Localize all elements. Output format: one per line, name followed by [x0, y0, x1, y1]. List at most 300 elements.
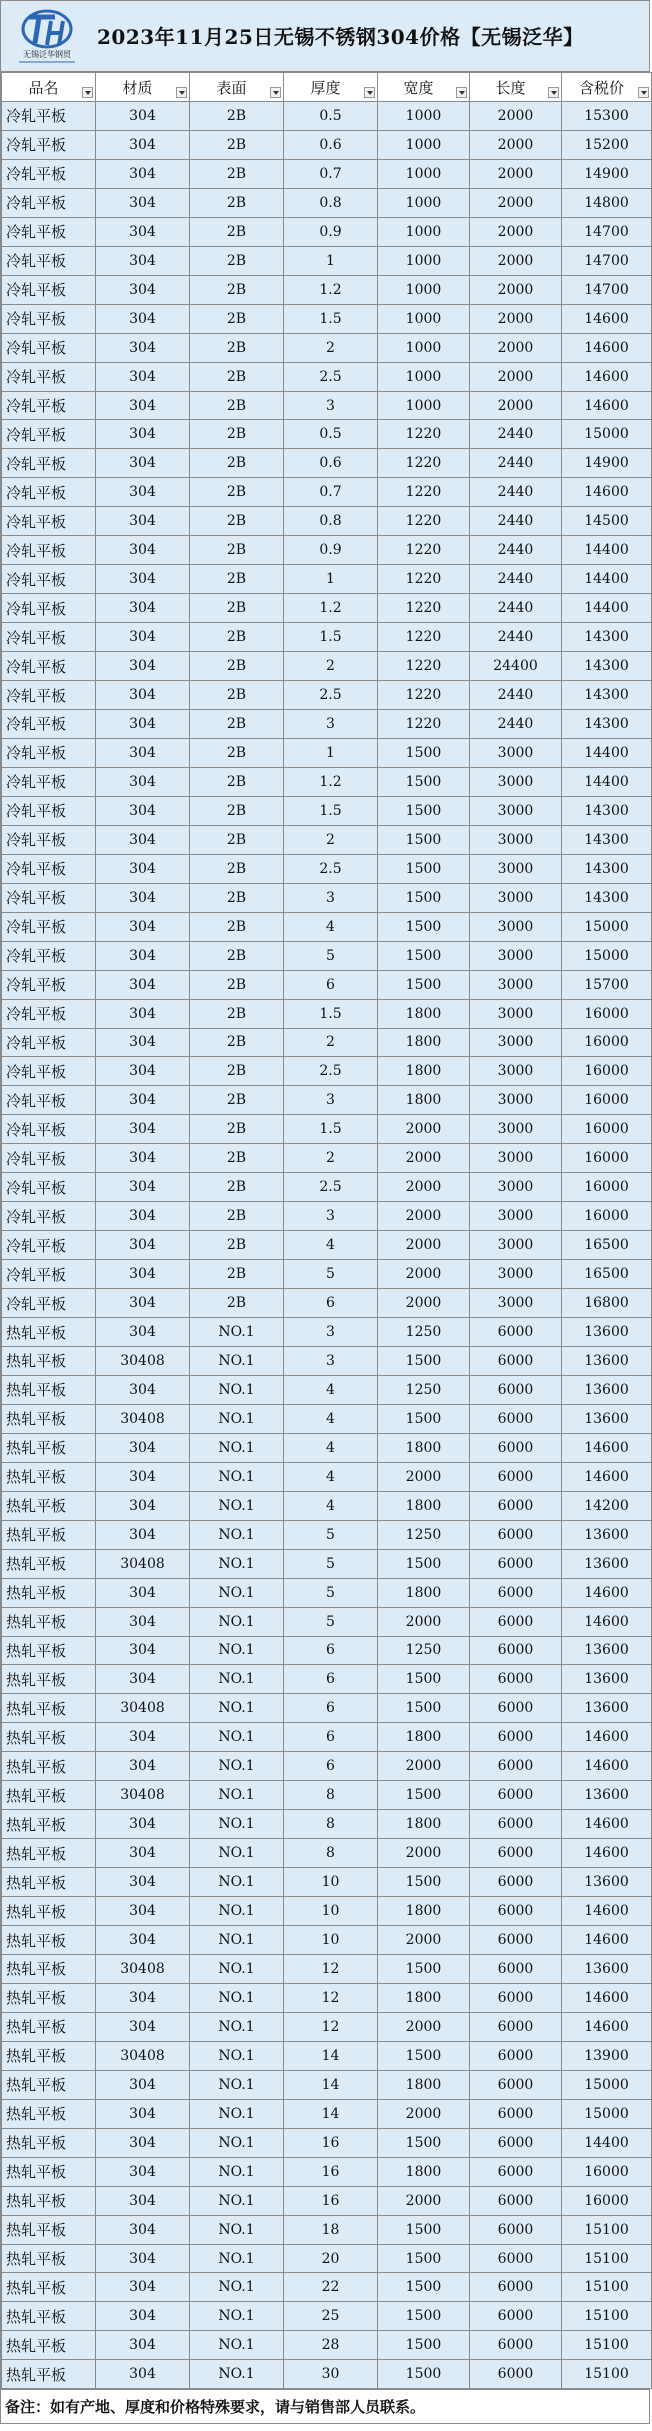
table-cell: 1220: [378, 507, 470, 536]
table-cell: NO.1: [190, 1375, 284, 1404]
table-cell: 冷轧平板: [2, 681, 96, 710]
table-cell: NO.1: [190, 1955, 284, 1984]
table-cell: 6000: [470, 1520, 562, 1549]
table-cell: 14: [284, 2070, 378, 2099]
filter-dropdown-icon[interactable]: [82, 87, 93, 98]
table-row: [2, 652, 652, 681]
table-cell: 2B: [190, 1173, 284, 1202]
table-row: [2, 2273, 652, 2302]
page-title: 2023年11月25日无锡不锈钢304价格【无锡泛华】: [97, 25, 584, 49]
table-cell: 16800: [562, 1289, 652, 1318]
table-cell: 5: [284, 1549, 378, 1578]
column-header: [378, 73, 470, 102]
table-row: [2, 1462, 652, 1491]
table-cell: 1800: [378, 2070, 470, 2099]
table-cell: 3000: [470, 1260, 562, 1289]
table-cell: 14300: [562, 710, 652, 739]
table-cell: 冷轧平板: [2, 333, 96, 362]
table-cell: 2000: [378, 2012, 470, 2041]
table-cell: 2B: [190, 652, 284, 681]
table-cell: 14600: [562, 391, 652, 420]
table-cell: 1800: [378, 999, 470, 1028]
table-body: [2, 102, 652, 2389]
table-cell: NO.1: [190, 2128, 284, 2157]
table-cell: 1500: [378, 1549, 470, 1578]
table-cell: 14: [284, 2099, 378, 2128]
table-cell: 2B: [190, 1260, 284, 1289]
table-cell: 304: [96, 188, 190, 217]
table-cell: 6000: [470, 1318, 562, 1347]
table-cell: 冷轧平板: [2, 710, 96, 739]
table-cell: NO.1: [190, 1491, 284, 1520]
table-cell: 304: [96, 102, 190, 131]
table-cell: 热轧平板: [2, 1752, 96, 1781]
company-logo: [9, 5, 85, 67]
table-cell: 15300: [562, 102, 652, 131]
table-cell: 1800: [378, 1810, 470, 1839]
table-cell: 6000: [470, 1897, 562, 1926]
table-cell: 6000: [470, 1491, 562, 1520]
table-row: [2, 1318, 652, 1347]
table-cell: 6000: [470, 1665, 562, 1694]
table-cell: 热轧平板: [2, 1839, 96, 1868]
table-cell: 14400: [562, 767, 652, 796]
table-row: [2, 623, 652, 652]
table-cell: 13600: [562, 1318, 652, 1347]
table-cell: 4: [284, 1231, 378, 1260]
column-header: [190, 73, 284, 102]
table-cell: 6000: [470, 2041, 562, 2070]
table-cell: 14600: [562, 1897, 652, 1926]
table-cell: 304: [96, 1375, 190, 1404]
table-cell: 6000: [470, 2302, 562, 2331]
table-cell: 1500: [378, 796, 470, 825]
table-cell: 8: [284, 1781, 378, 1810]
table-cell: 16: [284, 2128, 378, 2157]
table-cell: 15100: [562, 2273, 652, 2302]
table-cell: 5: [284, 1520, 378, 1549]
table-cell: 14400: [562, 565, 652, 594]
table-cell: 热轧平板: [2, 1897, 96, 1926]
table-cell: 13600: [562, 1549, 652, 1578]
table-cell: 6: [284, 1694, 378, 1723]
table-cell: 3000: [470, 1115, 562, 1144]
table-cell: 304: [96, 1231, 190, 1260]
table-cell: 10: [284, 1926, 378, 1955]
table-cell: 3: [284, 1202, 378, 1231]
table-cell: 14600: [562, 1839, 652, 1868]
table-cell: 304: [96, 2360, 190, 2389]
table-cell: 304: [96, 970, 190, 999]
table-cell: 16000: [562, 999, 652, 1028]
table-row: [2, 1491, 652, 1520]
table-cell: 304: [96, 2128, 190, 2157]
table-cell: 热轧平板: [2, 2331, 96, 2360]
column-header: [2, 73, 96, 102]
table-cell: 冷轧平板: [2, 102, 96, 131]
table-cell: 14600: [562, 1926, 652, 1955]
table-cell: 2B: [190, 304, 284, 333]
table-cell: 冷轧平板: [2, 391, 96, 420]
table-cell: 2000: [470, 304, 562, 333]
table-cell: 1800: [378, 1723, 470, 1752]
table-cell: 热轧平板: [2, 2157, 96, 2186]
table-cell: 6000: [470, 2186, 562, 2215]
table-row: [2, 710, 652, 739]
table-cell: 25: [284, 2302, 378, 2331]
table-cell: 2000: [378, 1289, 470, 1318]
table-cell: 6: [284, 1752, 378, 1781]
table-cell: 热轧平板: [2, 2099, 96, 2128]
table-cell: 14600: [562, 478, 652, 507]
table-cell: 1500: [378, 2273, 470, 2302]
table-row: [2, 2244, 652, 2273]
table-cell: 热轧平板: [2, 1694, 96, 1723]
table-cell: 6000: [470, 1926, 562, 1955]
table-row: [2, 1115, 652, 1144]
table-cell: 14600: [562, 333, 652, 362]
table-cell: 2B: [190, 767, 284, 796]
table-cell: NO.1: [190, 1462, 284, 1491]
table-cell: 4: [284, 912, 378, 941]
table-cell: 1800: [378, 1491, 470, 1520]
table-cell: 1: [284, 246, 378, 275]
table-cell: 304: [96, 2331, 190, 2360]
table-cell: 热轧平板: [2, 1578, 96, 1607]
table-cell: 1.2: [284, 594, 378, 623]
table-cell: 2B: [190, 623, 284, 652]
table-row: [2, 217, 652, 246]
table-cell: 8: [284, 1810, 378, 1839]
table-cell: 22: [284, 2273, 378, 2302]
table-cell: 热轧平板: [2, 1346, 96, 1375]
table-cell: 15700: [562, 970, 652, 999]
table-cell: 冷轧平板: [2, 536, 96, 565]
table-cell: 3: [284, 710, 378, 739]
table-cell: 304: [96, 478, 190, 507]
filter-dropdown-icon[interactable]: [176, 87, 187, 98]
table-cell: 14300: [562, 796, 652, 825]
table-cell: 0.5: [284, 102, 378, 131]
table-cell: 冷轧平板: [2, 623, 96, 652]
table-cell: 2: [284, 1028, 378, 1057]
table-cell: 16500: [562, 1231, 652, 1260]
table-row: [2, 1839, 652, 1868]
table-cell: 冷轧平板: [2, 420, 96, 449]
table-cell: 2B: [190, 970, 284, 999]
table-row: [2, 1375, 652, 1404]
table-cell: 2B: [190, 246, 284, 275]
table-cell: 30: [284, 2360, 378, 2389]
table-cell: 14600: [562, 1462, 652, 1491]
table-cell: 2000: [378, 1607, 470, 1636]
filter-dropdown-icon[interactable]: [456, 87, 467, 98]
table-cell: 15000: [562, 2099, 652, 2128]
column-header-label: 宽度: [403, 78, 434, 97]
table-cell: 13600: [562, 1520, 652, 1549]
table-cell: 13600: [562, 1404, 652, 1433]
table-cell: 热轧平板: [2, 2012, 96, 2041]
table-cell: 冷轧平板: [2, 188, 96, 217]
table-cell: 304: [96, 1520, 190, 1549]
table-cell: 1500: [378, 1404, 470, 1433]
table-cell: 14: [284, 2041, 378, 2070]
table-cell: 304: [96, 130, 190, 159]
table-cell: 13600: [562, 1665, 652, 1694]
table-cell: 2000: [378, 1752, 470, 1781]
table-cell: 14300: [562, 825, 652, 854]
table-cell: 2000: [378, 1231, 470, 1260]
table-cell: 2440: [470, 710, 562, 739]
table-cell: 16000: [562, 2186, 652, 2215]
table-cell: 2B: [190, 449, 284, 478]
table-cell: 16000: [562, 1115, 652, 1144]
table-cell: 冷轧平板: [2, 970, 96, 999]
table-cell: 14600: [562, 1810, 652, 1839]
table-cell: 2B: [190, 1115, 284, 1144]
table-cell: 冷轧平板: [2, 304, 96, 333]
table-cell: 冷轧平板: [2, 767, 96, 796]
table-cell: 14500: [562, 507, 652, 536]
table-cell: 3: [284, 1346, 378, 1375]
table-cell: 304: [96, 1173, 190, 1202]
table-cell: 6000: [470, 1346, 562, 1375]
table-row: [2, 1578, 652, 1607]
table-cell: 3000: [470, 883, 562, 912]
table-cell: 30408: [96, 2041, 190, 2070]
table-cell: 12: [284, 1983, 378, 2012]
table-cell: 5: [284, 1578, 378, 1607]
table-cell: NO.1: [190, 1318, 284, 1347]
table-cell: 304: [96, 854, 190, 883]
table-cell: 2: [284, 825, 378, 854]
table-cell: 304: [96, 2215, 190, 2244]
table-cell: 1500: [378, 970, 470, 999]
table-cell: 2B: [190, 1086, 284, 1115]
table-cell: 6000: [470, 2012, 562, 2041]
table-cell: NO.1: [190, 2331, 284, 2360]
table-cell: 1500: [378, 2215, 470, 2244]
table-cell: 304: [96, 1144, 190, 1173]
table-row: [2, 1028, 652, 1057]
table-cell: 6000: [470, 1433, 562, 1462]
filter-dropdown-icon[interactable]: [270, 87, 281, 98]
table-cell: 304: [96, 449, 190, 478]
table-cell: 13900: [562, 2041, 652, 2070]
table-cell: NO.1: [190, 1810, 284, 1839]
table-row: [2, 1404, 652, 1433]
table-cell: 2B: [190, 1231, 284, 1260]
table-cell: 13600: [562, 1868, 652, 1897]
table-cell: 3000: [470, 1173, 562, 1202]
filter-dropdown-icon[interactable]: [548, 87, 559, 98]
table-row: [2, 854, 652, 883]
table-cell: 3000: [470, 999, 562, 1028]
table-cell: 304: [96, 1578, 190, 1607]
table-cell: 15100: [562, 2360, 652, 2389]
table-cell: 304: [96, 652, 190, 681]
filter-dropdown-icon[interactable]: [638, 87, 649, 98]
table-cell: NO.1: [190, 1781, 284, 1810]
table-cell: 2.5: [284, 362, 378, 391]
filter-dropdown-icon[interactable]: [364, 87, 375, 98]
table-cell: 2B: [190, 275, 284, 304]
table-cell: 6000: [470, 1462, 562, 1491]
table-cell: 3000: [470, 1028, 562, 1057]
table-cell: 5: [284, 941, 378, 970]
table-cell: 3000: [470, 767, 562, 796]
table-cell: 1500: [378, 1868, 470, 1897]
table-cell: 2000: [470, 246, 562, 275]
table-cell: 15100: [562, 2244, 652, 2273]
table-cell: 3000: [470, 1086, 562, 1115]
table-row: [2, 188, 652, 217]
table-cell: 2440: [470, 594, 562, 623]
table-cell: NO.1: [190, 2360, 284, 2389]
table-cell: NO.1: [190, 1868, 284, 1897]
table-cell: 12: [284, 2012, 378, 2041]
table-cell: 304: [96, 1086, 190, 1115]
table-cell: 2000: [378, 1260, 470, 1289]
table-cell: 1000: [378, 188, 470, 217]
table-cell: 2000: [470, 217, 562, 246]
table-cell: 10: [284, 1868, 378, 1897]
table-row: [2, 2302, 652, 2331]
table-cell: 1000: [378, 102, 470, 131]
table-cell: 1800: [378, 1983, 470, 2012]
table-row: [2, 304, 652, 333]
table-cell: 1000: [378, 362, 470, 391]
table-cell: 6000: [470, 1839, 562, 1868]
table-cell: 冷轧平板: [2, 941, 96, 970]
table-cell: 4: [284, 1433, 378, 1462]
table-cell: 冷轧平板: [2, 1231, 96, 1260]
table-cell: 304: [96, 941, 190, 970]
table-cell: 15000: [562, 2070, 652, 2099]
table-cell: 1500: [378, 1665, 470, 1694]
table-cell: 2B: [190, 883, 284, 912]
table-row: [2, 536, 652, 565]
table-cell: 304: [96, 1607, 190, 1636]
table-cell: 热轧平板: [2, 1520, 96, 1549]
table-cell: 1220: [378, 710, 470, 739]
table-cell: 1500: [378, 738, 470, 767]
table-cell: 14600: [562, 1983, 652, 2012]
table-row: [2, 1549, 652, 1578]
table-cell: 2B: [190, 738, 284, 767]
table-cell: 30408: [96, 1404, 190, 1433]
table-row: [2, 825, 652, 854]
table-row: [2, 1202, 652, 1231]
table-cell: 冷轧平板: [2, 652, 96, 681]
table-cell: 冷轧平板: [2, 1086, 96, 1115]
table-row: [2, 1086, 652, 1115]
table-cell: 6: [284, 1636, 378, 1665]
table-cell: 热轧平板: [2, 1983, 96, 2012]
table-cell: 2000: [470, 159, 562, 188]
table-cell: 2B: [190, 420, 284, 449]
table-cell: 304: [96, 2157, 190, 2186]
table-cell: 16000: [562, 1028, 652, 1057]
table-cell: 13600: [562, 1636, 652, 1665]
table-cell: 1.5: [284, 623, 378, 652]
table-cell: 1500: [378, 1955, 470, 1984]
table-cell: 3000: [470, 854, 562, 883]
table-cell: 2000: [470, 362, 562, 391]
table-row: [2, 1260, 652, 1289]
table-cell: 1500: [378, 912, 470, 941]
table-cell: 304: [96, 1636, 190, 1665]
table-row: [2, 767, 652, 796]
table-cell: NO.1: [190, 2215, 284, 2244]
table-cell: 1000: [378, 159, 470, 188]
table-cell: 1500: [378, 1694, 470, 1723]
table-cell: 10: [284, 1897, 378, 1926]
table-cell: 2440: [470, 420, 562, 449]
table-cell: 1800: [378, 1897, 470, 1926]
table-cell: 14800: [562, 188, 652, 217]
table-cell: 4: [284, 1404, 378, 1433]
table-row: [2, 1781, 652, 1810]
column-header-label: 含税价: [578, 78, 624, 97]
table-cell: 6000: [470, 1404, 562, 1433]
table-cell: NO.1: [190, 1665, 284, 1694]
table-cell: 3000: [470, 1202, 562, 1231]
table-cell: 3000: [470, 738, 562, 767]
column-header: [284, 73, 378, 102]
table-cell: 6000: [470, 1723, 562, 1752]
table-cell: 304: [96, 1318, 190, 1347]
table-cell: 16500: [562, 1260, 652, 1289]
table-row: [2, 1665, 652, 1694]
table-cell: 1.5: [284, 999, 378, 1028]
table-cell: 14900: [562, 159, 652, 188]
table-cell: 2000: [378, 1462, 470, 1491]
table-cell: 14300: [562, 883, 652, 912]
table-cell: 2000: [378, 1926, 470, 1955]
table-cell: 1800: [378, 2157, 470, 2186]
table-header-row: [2, 73, 652, 102]
table-row: [2, 2012, 652, 2041]
table-cell: 1250: [378, 1636, 470, 1665]
table-cell: 3000: [470, 1289, 562, 1318]
table-cell: NO.1: [190, 1752, 284, 1781]
table-cell: 2B: [190, 536, 284, 565]
table-cell: NO.1: [190, 2041, 284, 2070]
table-cell: 热轧平板: [2, 2041, 96, 2070]
table-cell: 304: [96, 738, 190, 767]
table-cell: 1500: [378, 854, 470, 883]
table-cell: NO.1: [190, 1549, 284, 1578]
table-cell: 冷轧平板: [2, 217, 96, 246]
table-cell: 6000: [470, 2128, 562, 2157]
table-row: [2, 130, 652, 159]
table-cell: 304: [96, 304, 190, 333]
table-cell: 2000: [470, 275, 562, 304]
table-cell: 304: [96, 275, 190, 304]
column-header: [470, 73, 562, 102]
table-cell: 1220: [378, 594, 470, 623]
table-cell: 冷轧平板: [2, 1173, 96, 1202]
table-cell: 18: [284, 2215, 378, 2244]
table-cell: 6: [284, 970, 378, 999]
table-cell: 6000: [470, 1375, 562, 1404]
table-cell: 304: [96, 2244, 190, 2273]
table-cell: 1250: [378, 1318, 470, 1347]
table-cell: 3: [284, 391, 378, 420]
table-cell: 304: [96, 2070, 190, 2099]
table-row: [2, 333, 652, 362]
